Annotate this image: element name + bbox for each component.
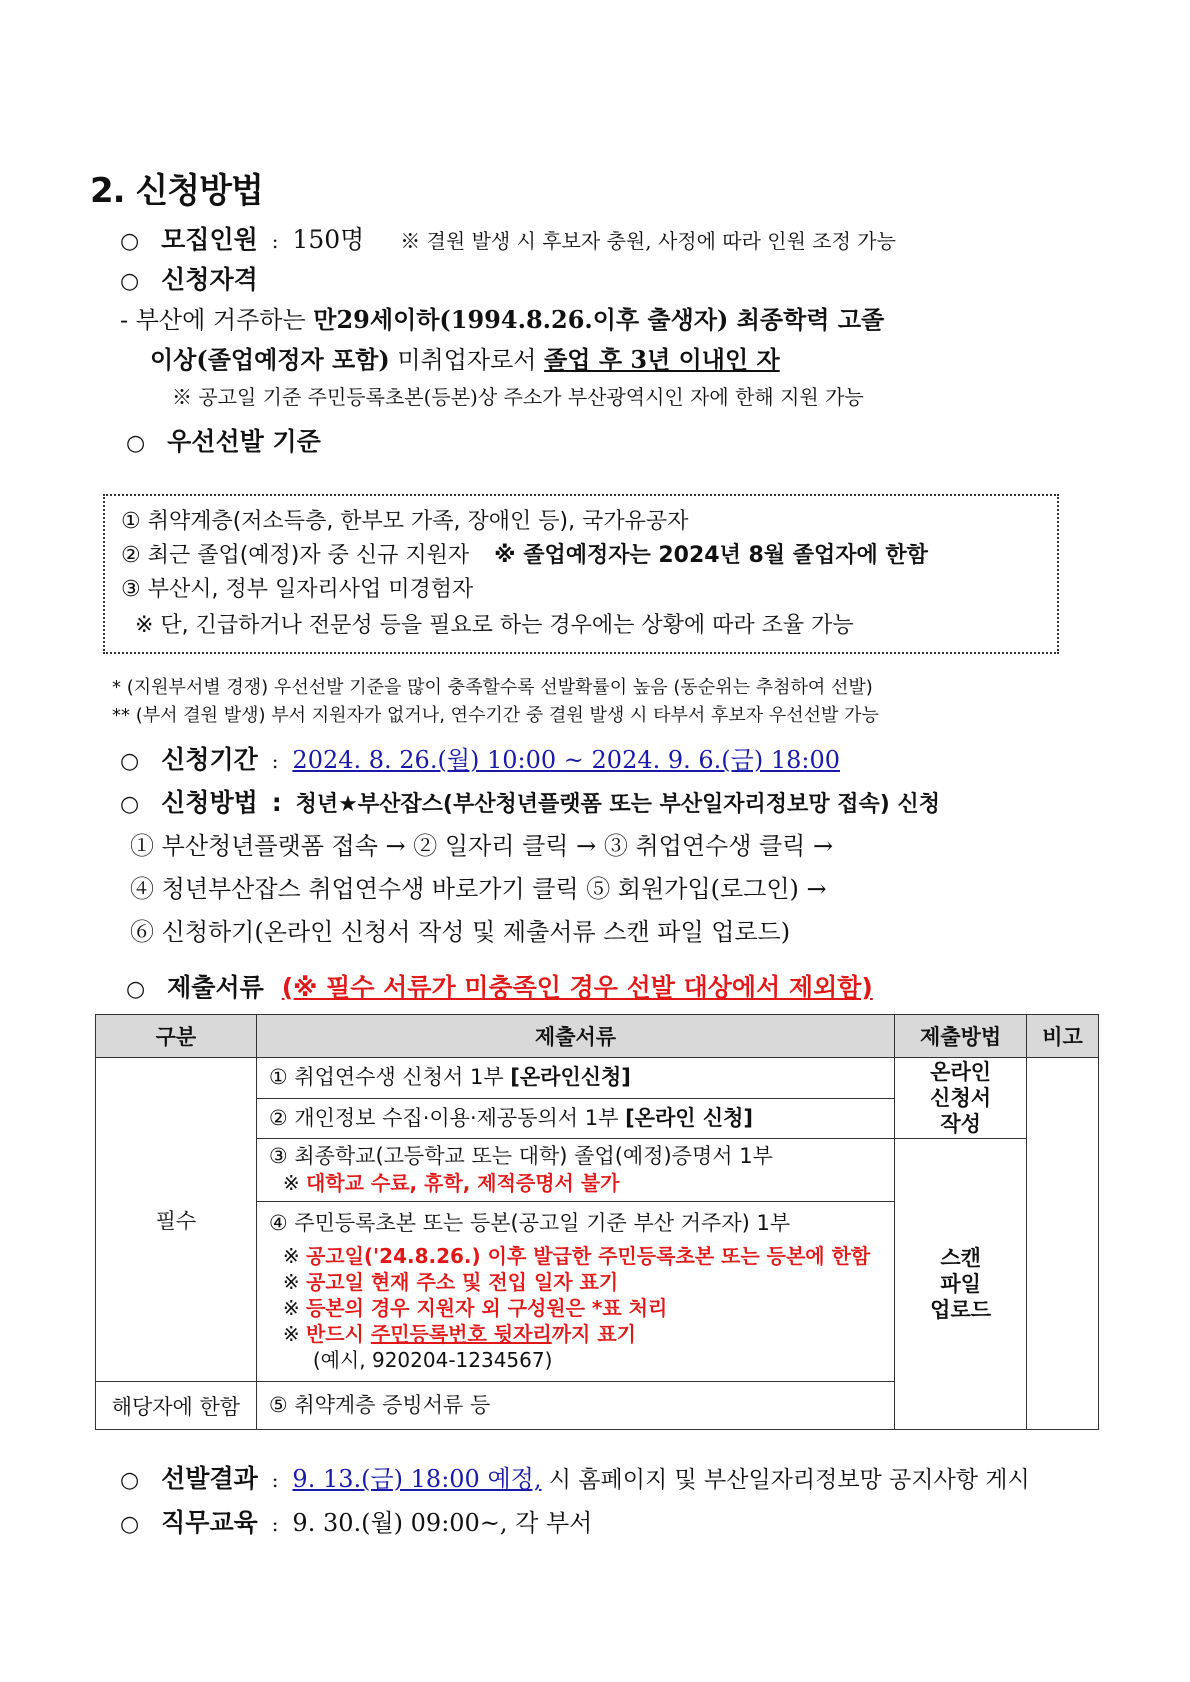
result-tail: 시 홈페이지 및 부산일자리정보망 공지사항 게시 (541, 1467, 1030, 1493)
result-value: 9. 13.(금) 18:00 예정, (292, 1465, 542, 1493)
method-scan-line: 파일 (940, 1272, 981, 1296)
doc-item-4-note-text: 공고일 현재 주소 및 전입 일자 표기 (305, 1270, 619, 1294)
bullet: ○ (126, 431, 146, 456)
bullet: ○ (120, 1468, 140, 1493)
method-line (120, 783, 940, 819)
method-step-1: ① 부산청년플랫폼 접속 → ② 일자리 클릭 → ③ 취업연수생 클릭 → (130, 832, 834, 860)
doc-item-4-note (269, 1321, 882, 1347)
method-scan-line: 업로드 (930, 1298, 992, 1322)
doc-item-3-note-text: 대학교 수료, 휴학, 제적증명서 불가 (305, 1171, 620, 1195)
doc-item-5: ⑤ 취약계층 증빙서류 등 (256, 1382, 894, 1430)
method-online-line: 작성 (940, 1112, 981, 1136)
doc-item-4-note (269, 1269, 882, 1295)
table-header-row (96, 1015, 1099, 1058)
doc-item-4-note (269, 1295, 882, 1321)
separator: : (271, 1468, 279, 1492)
bullet: ○ (120, 1512, 140, 1537)
separator: : (271, 1512, 279, 1536)
header-method: 제출방법 (895, 1015, 1027, 1058)
header-remarks: 비고 (1027, 1015, 1099, 1058)
doc-item-4-example: (예시, 920204-1234567) (312, 1348, 553, 1372)
training-label: 직무교육 (161, 1508, 258, 1537)
doc-item-4-note-text: 등본의 경우 지원자 외 구성원은 *표 처리 (305, 1296, 668, 1320)
eligibility-grad: 이상(졸업예정자 포함) (150, 345, 390, 374)
method-label: 신청방법 (161, 788, 258, 817)
category-applicable: 해당자에 한함 (96, 1382, 257, 1430)
bullet: ○ (120, 749, 140, 774)
priority-footnote-1: * (지원부서별 경쟁) 우선선발 기준을 많이 충족할수록 선발확률이 높음 (동순위는 추첨하여 선발) (112, 677, 873, 698)
doc-item-4-note (269, 1243, 882, 1269)
result-line (120, 1459, 1030, 1495)
eligibility-line-1 (120, 300, 884, 335)
header-category: 구분 (96, 1015, 257, 1058)
training-line (120, 1503, 592, 1539)
eligibility-prefix: - 부산에 거주하는 (120, 306, 314, 334)
doc-item-2 (256, 1098, 894, 1139)
method-online (895, 1058, 1027, 1139)
period-value: 2024. 8. 26.(월) 10:00 ~ 2024. 9. 6.(금) 18:00 (292, 746, 840, 774)
method-scan-line: 스캔 (940, 1246, 981, 1270)
priority-item-1: ① 취약계층(저소득층, 한부모 가족, 장애인 등), 국가유공자 (121, 509, 689, 534)
eligibility-age: 만29세이하(1994.8.26.이후 출생자) 최종학력 고졸 (313, 305, 885, 334)
doc-item-1 (256, 1058, 894, 1099)
doc-item-4-note-text: 공고일('24.8.26.) 이후 발급한 주민등록초본 또는 등본에 한함 (305, 1244, 871, 1268)
eligibility-line-2 (150, 340, 780, 375)
section-title: 2. 신청방법 (90, 171, 263, 211)
documents-warning: (※ 필수 서류가 미충족인 경우 선발 대상에서 제외함) (281, 973, 873, 1002)
method-step-2: ④ 청년부산잡스 취업연수생 바로가기 클릭 ⑤ 회원가입(로그인) → (130, 875, 827, 903)
priority-item-2-note: ※ 졸업예정자는 2024년 8월 졸업자에 한함 (494, 543, 928, 568)
bullet: ○ (126, 977, 146, 1002)
documents-heading (126, 968, 873, 1004)
recruit-note: ※ 결원 발생 시 후보자 충원, 사정에 따라 인원 조정 가능 (400, 229, 896, 253)
bullet: ○ (120, 229, 140, 254)
priority-heading (126, 422, 321, 458)
note-mark: ※ (282, 1244, 300, 1268)
separator: : (271, 788, 282, 817)
recruit-label: 모집인원 (161, 225, 258, 254)
note-mark: ※ (282, 1296, 300, 1320)
eligibility-note: ※ 공고일 기준 주민등록초본(등본)상 주소가 부산광역시인 자에 한해 지원 가능 (172, 385, 864, 409)
doc-item-2-method: [온라인 신청] (625, 1105, 753, 1130)
doc-item-4-note-b: 까지 표기 (551, 1322, 636, 1346)
method-online-line: 온라인 (930, 1060, 992, 1084)
doc-item-4-note-a: 반드시 (305, 1322, 371, 1346)
doc-item-4 (256, 1202, 894, 1382)
category-required: 필수 (96, 1058, 257, 1382)
separator: : (271, 229, 279, 253)
eligibility-mid: 미취업자로서 (389, 346, 545, 374)
doc-item-3 (256, 1139, 894, 1202)
separator: : (271, 749, 279, 773)
priority-label: 우선선발 기준 (167, 427, 321, 456)
recruit-line (120, 220, 896, 256)
table-row (96, 1058, 1099, 1099)
doc-item-4-note-underlined: 주민등록번호 뒷자리 (370, 1322, 552, 1346)
period-label: 신청기간 (161, 745, 258, 774)
doc-item-4-text: ④ 주민등록초본 또는 등본(공고일 기준 부산 거주자) 1부 (268, 1211, 791, 1235)
doc-item-3-note (269, 1170, 882, 1197)
method-scan (895, 1139, 1027, 1430)
note-mark: ※ (282, 1270, 300, 1294)
priority-item-3: ③ 부산시, 정부 일자리사업 미경험자 (121, 577, 474, 602)
result-label: 선발결과 (161, 1464, 258, 1493)
doc-item-2-text: ② 개인정보 수집·이용·제공동의서 1부 (268, 1105, 626, 1130)
method-value: 청년★부산잡스(부산청년플랫폼 또는 부산일자리정보망 접속) 신청 (295, 792, 940, 817)
priority-item-4: ※ 단, 긴급하거나 전문성 등을 필요로 하는 경우에는 상황에 따라 조율 가능 (135, 613, 854, 638)
training-value: 9. 30.(월) 09:00~, 각 부서 (292, 1509, 593, 1537)
method-online-line: 신청서 (930, 1086, 992, 1110)
priority-item-2-text: ② 최근 졸업(예정)자 중 신규 지원자 (121, 543, 470, 568)
eligibility-limit: 졸업 후 3년 이내인 자 (544, 345, 780, 374)
doc-item-1-method: [온라인신청] (510, 1065, 631, 1090)
bullet: ○ (120, 792, 140, 817)
method-step-3: ⑥ 신청하기(온라인 신청서 작성 및 제출서류 스캔 파일 업로드) (130, 918, 791, 946)
header-documents: 제출서류 (256, 1015, 894, 1058)
remarks-cell (1027, 1058, 1099, 1430)
doc-item-1-text: ① 취업연수생 신청서 1부 (268, 1065, 511, 1090)
eligibility-label: 신청자격 (161, 265, 258, 294)
documents-label: 제출서류 (167, 973, 264, 1002)
note-mark: ※ (282, 1322, 300, 1346)
recruit-value: 150명 (292, 225, 365, 254)
priority-item-2 (121, 538, 928, 569)
documents-table (95, 1014, 1099, 1430)
doc-item-3-text: ③ 최종학교(고등학교 또는 대학) 졸업(예정)증명서 1부 (268, 1144, 773, 1168)
bullet: ○ (120, 269, 140, 294)
note-mark: ※ (282, 1171, 306, 1195)
priority-box (103, 494, 1059, 654)
eligibility-heading (120, 260, 258, 296)
period-line (120, 740, 840, 776)
priority-footnote-2: ** (부서 결원 발생) 부서 지원자가 없거나, 연수기간 중 결원 발생 시 타부서 후보자 우선선발 가능 (112, 705, 879, 726)
